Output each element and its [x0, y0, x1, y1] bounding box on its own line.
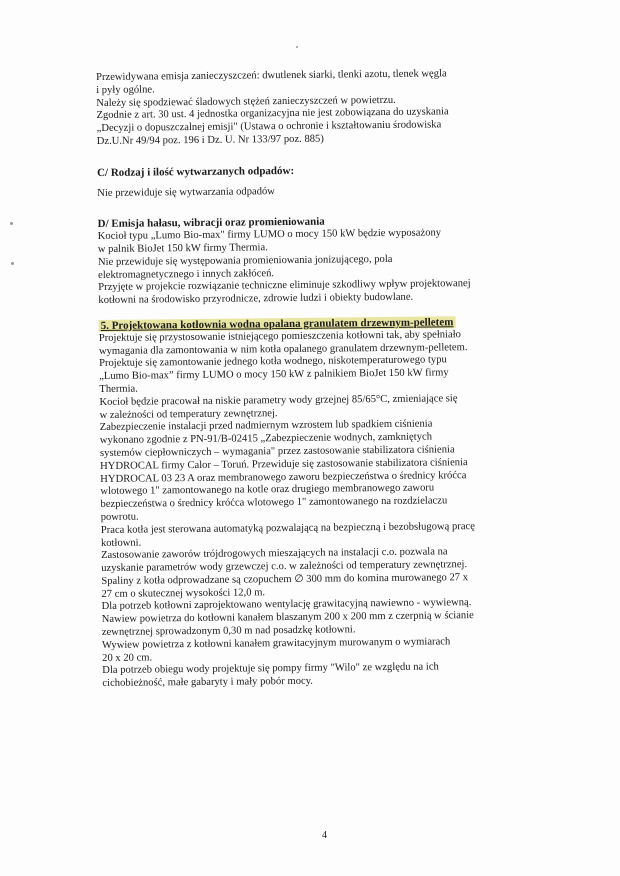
text-line: uzyskanie parametrów wody grzewczej c.o. w zależności od temperatury zewnętrznej.	[101, 559, 468, 575]
text-line: 27 cm o skutecznej wysokości 12,0 m.	[101, 586, 266, 600]
text-line: Zabezpieczenie instalacji przed nadmiernym wzrostem lub spadkiem ciśnienia	[99, 418, 433, 434]
section-c	[97, 162, 545, 200]
text-line: wlotowego 1" zamontowanego na kotle oraz drugiego membranowego zaworu	[100, 482, 435, 498]
scan-dot	[10, 222, 13, 225]
text-line: HYDROCAL firmy Calor – Toruń. Przewiduje się zastosowanie stabilizatora ciśnienia	[100, 456, 468, 472]
page-number: 4	[322, 830, 327, 841]
text-line: Thermia.	[99, 383, 138, 395]
highlighted-heading-text: 5. Projektowana kotłownia wodna opalana granulatem drzewnym-pelletem	[100, 316, 454, 332]
text-line: i pyły ogólne.	[96, 84, 155, 96]
text-line: zewnętrznej sprowadzonym 0,30 m nad posadzkę kotłowni.	[101, 624, 356, 639]
text-line: „Lumo Bio-maxˮ firmy LUMO o mocy 150 kW z palnikiem BioJet 150 kW firmy	[99, 367, 449, 383]
section-d	[98, 214, 547, 308]
section-c-heading: C/ Rodzaj i ilość wytwarzanych odpadów:	[96, 164, 295, 179]
text-line: Zgodnie z art. 30 ust. 4 jednostka organizacyjna nie jest zobowiązana do uzyskania	[96, 106, 449, 122]
text-line: „Decyzji o dopuszczalnej emisji" (Ustawa o ochronie i kształtowaniu środowiska	[96, 119, 442, 135]
section-c-text: Nie przewiduje się wytwarzania odpadów	[97, 185, 276, 199]
scan-dot	[296, 46, 298, 48]
text-line: wykonano zgodnie z PN-91/B-02415 „Zabezpieczenie wodnych, zamkniętych	[99, 431, 433, 447]
text-line: kotłowni na środowisko przyrodnicze, zdrowie ludzi i obiekty budowlane.	[98, 291, 414, 307]
text-line: Nie przewiduje się występowania promieniowania jonizującego, pola	[97, 253, 393, 268]
text-line: Dla potrzeb obiegu wody projektuje się pompy firmy "Wilo" ze względu na ich	[102, 661, 439, 677]
text-line: kotłowni.	[100, 537, 142, 549]
text-line: Należy się spodziewać śladowych stężeń zanieczyszczeń w powietrzu.	[96, 94, 396, 109]
document-body	[96, 67, 550, 691]
text-line: systemów ciepłowniczych – wymagania" przez zastosowanie stabilizatora ciśnienia	[99, 444, 455, 459]
text-line: Zastosowanie zaworów trójdrogowych mieszających na instalacji c.o. pozwala na	[101, 546, 448, 562]
text-line: Przewidywana emisja zanieczyszczeń: dwutlenek siarki, tlenki azotu, tlenek węgla	[96, 68, 447, 83]
text-line: powrotu.	[100, 511, 139, 523]
text-line: cichobieżność, małe gabaryty i mały pobór mocy.	[102, 676, 313, 690]
scan-dot	[11, 262, 14, 265]
text-line: Praca kotła jest sterowana automatyką pozwalającą na bezpieczną i bezobsługową pracę	[100, 520, 475, 536]
text-line: 20 x 20 cm.	[102, 652, 153, 664]
text-line: Kocioł będzie pracował na niskie parametry wody grzejnej 85/65°C, zmieniające się	[99, 392, 458, 408]
section-5	[99, 315, 551, 691]
emission-intro	[96, 67, 545, 148]
text-line: wymagania dla zamontowania w nim kotła opalanego granulatem drzewnym-pelletem.	[98, 341, 468, 357]
text-line: Projektuje się zamontowanie jednego kotła wodnego, niskotemperaturowego typu	[98, 354, 447, 370]
text-line: bezpieczeństwa o średnicy króćca wlotowego 1" zamontowanego na rozdzielaczu	[100, 495, 448, 511]
text-line: Kocioł typu „Lumo Bio-max" firmy LUMO o mocy 150 kW będzie wyposażony	[97, 227, 442, 243]
text-line: Nawiew powietrza do kotłowni kanałem blaszanym 200 x 200 mm z czerpnią w ścianie	[101, 610, 474, 626]
text-line: elektromagnetycznego i innych zakłóceń.	[98, 267, 275, 281]
text-line: Projektuje się przystosowanie istniejącego pomieszczenia kotłowni tak, aby spełniało	[98, 328, 461, 344]
text-line: Dla potrzeb kotłowni zaprojektowano wentylację grawitacyjną nawiewno - wywiewną.	[101, 597, 472, 613]
text-line: HYDROCAL 03 23 A oraz membranowego zaworu bezpieczeństwa o średnicy króćca	[100, 469, 467, 485]
text-line: w palnik BioJet 150 kW firmy Thermia.	[97, 242, 268, 255]
text-line: Wywiew powietrza z kotłowni kanałem grawitacyjnym murowanym o wymiarach	[101, 636, 451, 651]
text-line: Dz.U.Nr 49/94 poz. 196 i Dz. U. Nr 133/97 poz. 885)	[96, 133, 324, 147]
text-line: Przyjęte w projekcie rozwiązanie techniczne eliminuje szkodliwy wpływ projektowanej	[98, 278, 471, 294]
text-line: Spaliny z kotła odprowadzane są czopuchem ∅ 300 mm do komina murowanego 27 x	[101, 572, 469, 587]
section-d-heading: D/ Emisja hałasu, wibracji oraz promieniowania	[97, 215, 325, 231]
text-line: w zależności od temperatury zewnętrznej.	[99, 407, 278, 421]
